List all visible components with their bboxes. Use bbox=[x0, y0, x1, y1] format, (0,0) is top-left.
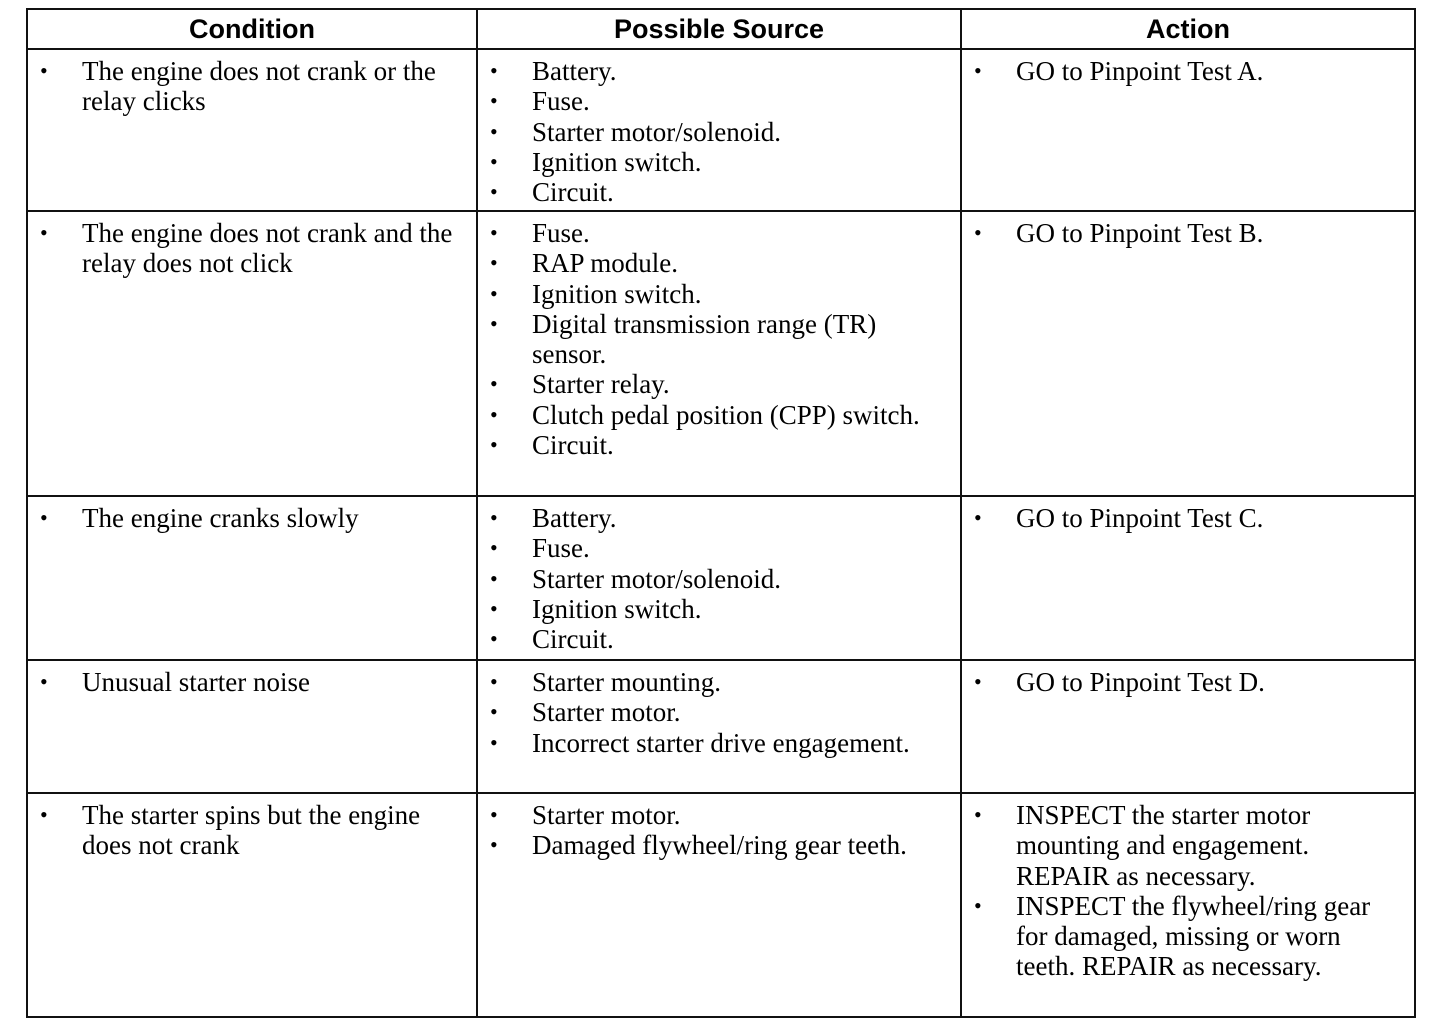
list-item-text: Battery. bbox=[532, 56, 617, 86]
bullet-icon: • bbox=[490, 371, 498, 397]
list-item bbox=[478, 56, 960, 86]
list-item-text: GO to Pinpoint Test A. bbox=[1016, 56, 1264, 86]
table-row bbox=[27, 49, 1415, 211]
list-item bbox=[478, 697, 960, 727]
diagnosis-table bbox=[26, 8, 1416, 1018]
list-item-text: Clutch pedal position (CPP) switch. bbox=[532, 399, 920, 430]
condition-cell bbox=[27, 496, 477, 660]
list-item-text: GO to Pinpoint Test C. bbox=[1016, 503, 1264, 533]
condition-cell bbox=[27, 793, 477, 1017]
table-row bbox=[27, 793, 1415, 1017]
source-cell bbox=[477, 496, 961, 660]
bullet-icon: • bbox=[490, 535, 498, 561]
list-item-text: Circuit. bbox=[532, 624, 614, 655]
table-row bbox=[27, 496, 1415, 660]
bullet-icon: • bbox=[490, 148, 498, 174]
bullet-icon: • bbox=[974, 892, 982, 918]
condition-cell bbox=[27, 660, 477, 793]
list-item-text: GO to Pinpoint Test D. bbox=[1016, 667, 1265, 697]
possible-source-header: Possible Source bbox=[477, 9, 961, 49]
list-item bbox=[962, 56, 1414, 86]
list-item bbox=[478, 564, 960, 594]
list-item-text: Circuit. bbox=[532, 430, 614, 461]
list-item bbox=[962, 503, 1414, 533]
list-item-text: Circuit. bbox=[532, 177, 614, 208]
action-list bbox=[962, 56, 1414, 86]
bullet-icon: • bbox=[490, 626, 498, 652]
list-item bbox=[478, 533, 960, 563]
bullet-icon: • bbox=[490, 220, 498, 245]
bullet-icon: • bbox=[490, 118, 498, 144]
condition-list bbox=[28, 503, 476, 533]
action-header: Action bbox=[961, 9, 1415, 49]
source-list bbox=[478, 800, 960, 861]
list-item-text: Starter mounting. bbox=[532, 667, 721, 697]
list-item bbox=[28, 667, 476, 697]
bullet-icon: • bbox=[490, 669, 498, 694]
list-item bbox=[28, 218, 476, 279]
bullet-icon: • bbox=[974, 505, 982, 530]
condition-list bbox=[28, 218, 476, 279]
list-item-text: Starter relay. bbox=[532, 369, 670, 400]
bullet-icon: • bbox=[974, 802, 982, 827]
list-item-text: Fuse. bbox=[532, 533, 590, 564]
action-cell bbox=[961, 211, 1415, 496]
condition-cell bbox=[27, 211, 477, 496]
source-cell bbox=[477, 793, 961, 1017]
list-item-text: The engine does not crank and the relay does not click bbox=[82, 218, 453, 279]
list-item-text: Battery. bbox=[532, 503, 617, 533]
bullet-icon: • bbox=[490, 310, 498, 336]
list-item-text: Fuse. bbox=[532, 86, 590, 117]
action-cell bbox=[961, 496, 1415, 660]
source-cell bbox=[477, 49, 961, 211]
list-item-text: Unusual starter noise bbox=[82, 667, 310, 697]
list-item-text: The engine does not crank or the relay clicks bbox=[82, 56, 436, 117]
condition-list bbox=[28, 800, 476, 861]
condition-list bbox=[28, 667, 476, 697]
action-cell bbox=[961, 793, 1415, 1017]
list-item-text: Starter motor. bbox=[532, 697, 681, 728]
bullet-icon: • bbox=[40, 505, 48, 530]
action-list bbox=[962, 503, 1414, 533]
bullet-icon: • bbox=[490, 58, 498, 83]
list-item-text: The starter spins but the engine does not crank bbox=[82, 800, 421, 861]
list-item-text: Starter motor. bbox=[532, 800, 681, 830]
header-row bbox=[27, 9, 1415, 49]
list-item-text: Ignition switch. bbox=[532, 146, 702, 177]
bullet-icon: • bbox=[40, 669, 48, 694]
bullet-icon: • bbox=[40, 220, 48, 245]
list-item bbox=[478, 117, 960, 147]
action-cell bbox=[961, 49, 1415, 211]
list-item bbox=[962, 800, 1414, 891]
action-cell bbox=[961, 660, 1415, 793]
source-list bbox=[478, 503, 960, 654]
list-item-text: Starter motor/solenoid. bbox=[532, 116, 781, 147]
list-item-text: Damaged flywheel/ring gear teeth. bbox=[532, 830, 907, 861]
list-item-text: INSPECT the starter motor mounting and engagement. REPAIR as necessary. bbox=[1016, 800, 1311, 891]
list-item bbox=[478, 177, 960, 207]
list-item-text: Starter motor/solenoid. bbox=[532, 563, 781, 594]
bullet-icon: • bbox=[490, 832, 498, 858]
list-item-text: Incorrect starter drive engagement. bbox=[532, 727, 910, 758]
list-item bbox=[478, 86, 960, 116]
list-item bbox=[962, 667, 1414, 697]
bullet-icon: • bbox=[490, 565, 498, 591]
bullet-icon: • bbox=[974, 220, 982, 245]
list-item bbox=[962, 891, 1414, 982]
source-cell bbox=[477, 660, 961, 793]
bullet-icon: • bbox=[490, 729, 498, 755]
bullet-icon: • bbox=[40, 802, 48, 827]
list-item-text: INSPECT the flywheel/ring gear for damaged, missing or worn teeth. REPAIR as necessary. bbox=[1016, 890, 1371, 982]
action-list bbox=[962, 218, 1414, 248]
action-list bbox=[962, 667, 1414, 697]
list-item bbox=[478, 147, 960, 177]
list-item-text: Fuse. bbox=[532, 218, 590, 248]
list-item-text: Ignition switch. bbox=[532, 278, 702, 309]
list-item-text: Ignition switch. bbox=[532, 593, 702, 624]
bullet-icon: • bbox=[490, 88, 498, 114]
list-item bbox=[478, 218, 960, 248]
list-item bbox=[28, 503, 476, 533]
list-item bbox=[478, 728, 960, 758]
list-item bbox=[478, 800, 960, 830]
condition-cell bbox=[27, 49, 477, 211]
list-item-text: GO to Pinpoint Test B. bbox=[1016, 218, 1264, 248]
list-item bbox=[478, 667, 960, 697]
list-item-text: The engine cranks slowly bbox=[82, 503, 359, 533]
bullet-icon: • bbox=[490, 401, 498, 427]
list-item bbox=[478, 624, 960, 654]
table-row bbox=[27, 211, 1415, 496]
list-item bbox=[28, 800, 476, 861]
list-item bbox=[478, 503, 960, 533]
list-item bbox=[478, 279, 960, 309]
bullet-icon: • bbox=[974, 669, 982, 694]
bullet-icon: • bbox=[490, 802, 498, 827]
source-list bbox=[478, 56, 960, 207]
source-list bbox=[478, 667, 960, 758]
list-item bbox=[28, 56, 476, 117]
bullet-icon: • bbox=[40, 58, 48, 83]
condition-header: Condition bbox=[27, 9, 477, 49]
list-item bbox=[478, 430, 960, 460]
bullet-icon: • bbox=[490, 432, 498, 458]
bullet-icon: • bbox=[974, 58, 982, 83]
bullet-icon: • bbox=[490, 699, 498, 725]
list-item bbox=[478, 830, 960, 860]
list-item bbox=[478, 369, 960, 399]
bullet-icon: • bbox=[490, 179, 498, 205]
list-item-text: RAP module. bbox=[532, 248, 679, 279]
condition-list bbox=[28, 56, 476, 117]
list-item-text: Digital transmission range (TR) sensor. bbox=[532, 308, 877, 370]
bullet-icon: • bbox=[490, 505, 498, 530]
bullet-icon: • bbox=[490, 595, 498, 621]
table-body bbox=[27, 49, 1415, 1017]
list-item bbox=[962, 218, 1414, 248]
action-list bbox=[962, 800, 1414, 982]
bullet-icon: • bbox=[490, 250, 498, 276]
table-row bbox=[27, 660, 1415, 793]
list-item bbox=[478, 248, 960, 278]
source-list bbox=[478, 218, 960, 460]
bullet-icon: • bbox=[490, 280, 498, 306]
list-item bbox=[478, 594, 960, 624]
source-cell bbox=[477, 211, 961, 496]
list-item bbox=[478, 400, 960, 430]
list-item bbox=[478, 309, 960, 370]
